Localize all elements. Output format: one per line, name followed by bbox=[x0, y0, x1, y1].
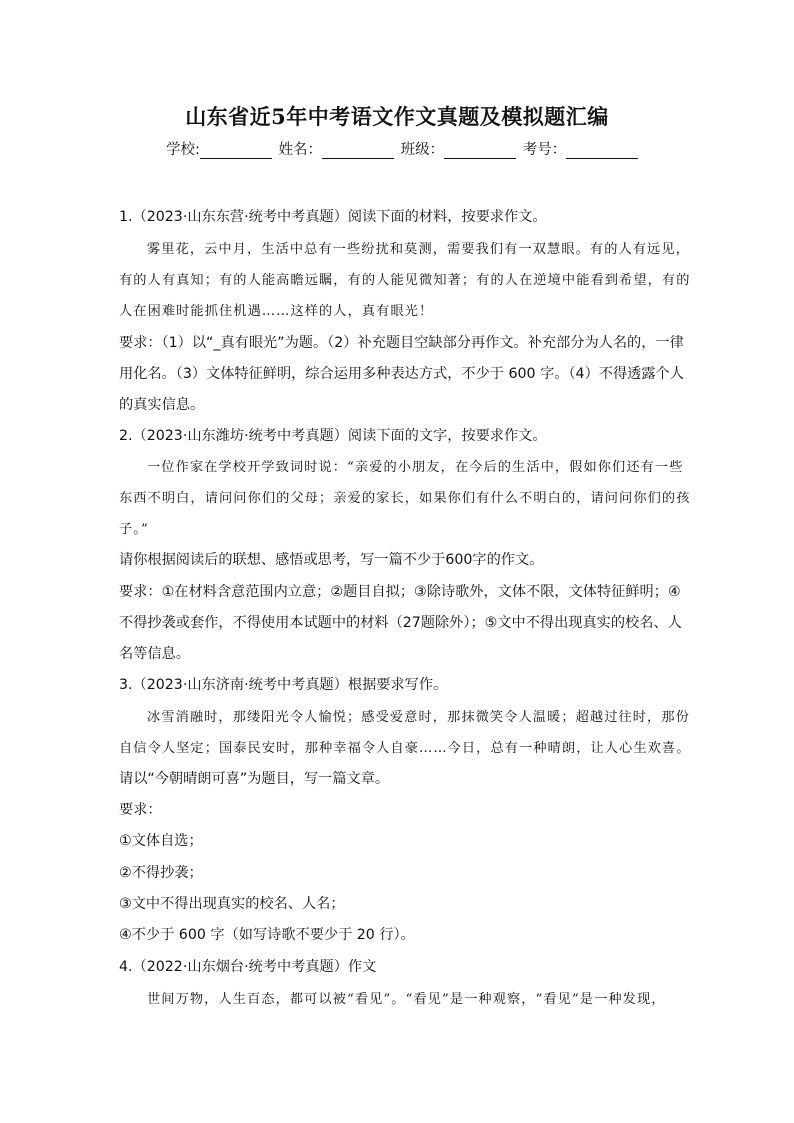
q3-material-line: 冰雪消融时，那缕阳光令人愉悦；感受爱意时，那抹微笑令人温暖；超越过往时，那份 bbox=[147, 710, 690, 725]
class-label: 班级： bbox=[400, 142, 445, 158]
q1-requirement-line: 要求：（1）以“_真有眼光”为题。（2）补充题目空缺部分再作文。补充部分为人名的，一律 bbox=[119, 335, 684, 351]
q2-requirement-line: 不得抄袭或套作，不得使用本试题中的材料（27题除外）；⑤文中不得出现真实的校名、人 bbox=[119, 615, 682, 631]
q1-material-line: 有的人有真知；有的人能高瞻远瞩，有的人能见微知著；有的人在逆境中能看到希望，有的 bbox=[119, 273, 691, 288]
question-4-heading: 4.（2022·山东烟台·统考中考真题）作文 bbox=[119, 959, 377, 975]
q1-material-line: 人在困难时能抓住机遇……这样的人，真有眼光！ bbox=[119, 304, 434, 319]
q3-material-line: 自信令人坚定；国泰民安时，那种幸福令人自豪……今日，总有一种晴朗，让人心生欢喜。 bbox=[119, 741, 691, 756]
q3-requirement-item: ③文中不得出现真实的校名、人名； bbox=[119, 896, 345, 912]
q4-material-line: 世间万物，人生百态，都可以被“看见”。“看见”是一种观察，“看见”是一种发现， bbox=[147, 992, 666, 1007]
q3-requirement-item: ②不得抄袭； bbox=[119, 865, 203, 881]
q2-material-line: 一位作家在学校开学致词时说：“亲爱的小朋友，在今后的生活中，假如你们还有一些 bbox=[147, 460, 684, 475]
school-blank[interactable] bbox=[200, 143, 272, 159]
q2-requirement-line: 名等信息。 bbox=[119, 646, 190, 662]
question-3-heading: 3.（2023·山东济南·统考中考真题）根据要求写作。 bbox=[119, 677, 448, 693]
question-1-heading: 1.（2023·山东东营·统考中考真题）阅读下面的材料，按要求作文。 bbox=[119, 209, 547, 225]
name-blank[interactable] bbox=[322, 143, 394, 159]
name-label: 姓名： bbox=[278, 142, 322, 158]
q2-requirement-line: 要求：①在材料含意范围内立意；②题目自拟；③除诗歌外，文体不限，文体特征鲜明；④ bbox=[119, 584, 681, 600]
exam-no-blank[interactable] bbox=[566, 143, 638, 159]
q3-requirement-item: ④不少于 600 字（如写诗歌不要少于 20 行）。 bbox=[119, 927, 415, 943]
q1-requirement-line: 的真实信息。 bbox=[119, 397, 205, 413]
q2-material-line: 东西不明白，请问问你们的父母；亲爱的家长，如果你们有什么不明白的，请问问你们的孩 bbox=[119, 491, 691, 506]
class-blank[interactable] bbox=[444, 143, 516, 159]
q2-prompt-line: 请你根据阅读后的联想、感悟或思考，写一篇不少于600字的作文。 bbox=[119, 552, 544, 568]
q1-material-line: 雾里花，云中月，生活中总有一些纷扰和莫测，需要我们有一双慧眼。有的人有远见， bbox=[147, 242, 690, 257]
document-title: 山东省近5年中考语文作文真题及模拟题汇编 bbox=[185, 104, 609, 129]
school-label: 学校: bbox=[166, 142, 200, 158]
student-info-row bbox=[166, 138, 640, 159]
q1-requirement-line: 用化名。（3）文体特征鲜明，综合运用多种表达方式，不少于 600 字。（4）不得透露个人 bbox=[119, 366, 684, 382]
q3-prompt-line: 请以“今朝晴朗可喜”为题目，写一篇文章。 bbox=[119, 771, 390, 787]
exam-no-label: 考号： bbox=[522, 142, 567, 158]
q2-material-line: 子。” bbox=[119, 522, 149, 537]
q3-requirement-item: ①文体自选； bbox=[119, 833, 203, 849]
q3-requirement-heading: 要求： bbox=[119, 802, 162, 818]
question-2-heading: 2.（2023·山东潍坊·统考中考真题）阅读下面的文字，按要求作文。 bbox=[119, 428, 547, 444]
